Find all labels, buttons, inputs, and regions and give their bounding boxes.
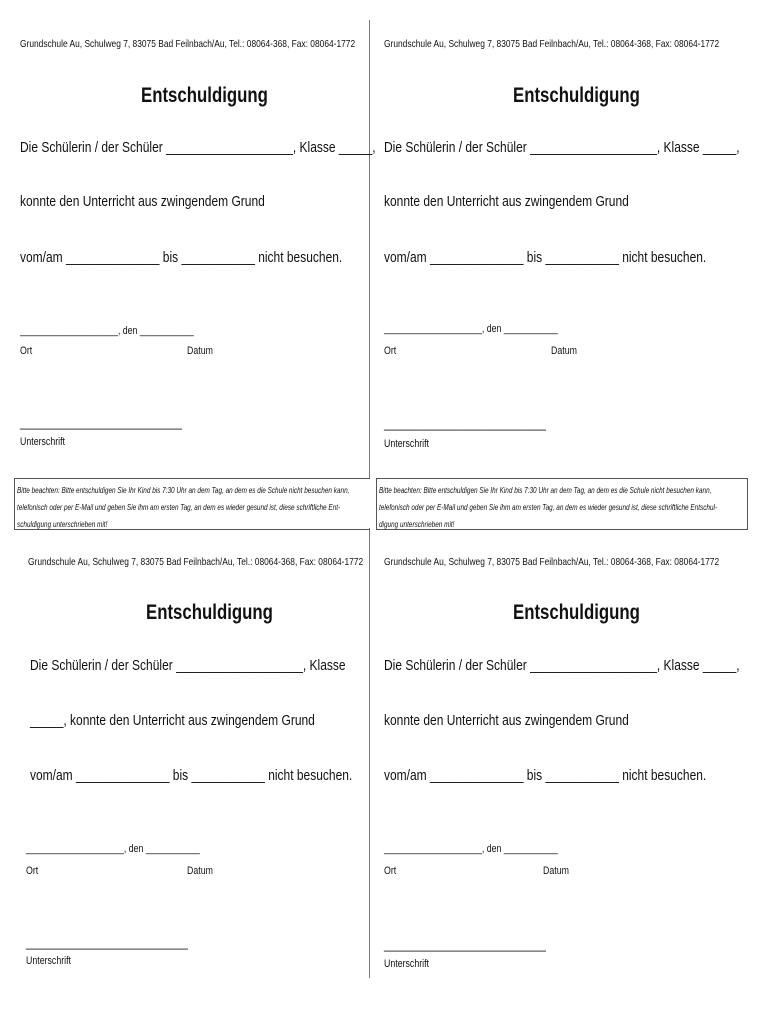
form-title: Entschuldigung (513, 601, 640, 624)
label-ort: Ort (384, 345, 397, 357)
place-date-line[interactable]: ____________________, den ___________ (20, 325, 194, 337)
column-divider-top (369, 20, 370, 478)
reason-line: konnte den Unterricht aus zwingendem Grund (20, 193, 265, 210)
label-ort: Ort (26, 865, 39, 877)
form-title: Entschuldigung (146, 601, 273, 624)
signature-line[interactable]: ____________________________ (26, 935, 188, 950)
place-date-line[interactable]: ____________________, den ___________ (384, 843, 558, 855)
signature-line[interactable]: ____________________________ (384, 416, 546, 431)
dates-line[interactable]: vom/am ______________ bis ___________ nicht besuchen. (20, 249, 343, 266)
school-header: Grundschule Au, Schulweg 7, 83075 Bad Feilnbach/Au, Tel.: 08064-368, Fax: 08064-1772 (28, 556, 364, 568)
school-header: Grundschule Au, Schulweg 7, 83075 Bad Feilnbach/Au, Tel.: 08064-368, Fax: 08064-1772 (384, 38, 720, 50)
form-title: Entschuldigung (141, 84, 268, 107)
school-header: Grundschule Au, Schulweg 7, 83075 Bad Feilnbach/Au, Tel.: 08064-368, Fax: 08064-1772 (384, 556, 720, 568)
reason-line: konnte den Unterricht aus zwingendem Grund (384, 712, 629, 729)
signature-line[interactable]: ____________________________ (384, 937, 546, 952)
label-ort: Ort (20, 345, 33, 357)
label-unterschrift: Unterschrift (384, 438, 429, 450)
signature-line[interactable]: ____________________________ (20, 415, 182, 430)
notice-box-left (14, 478, 370, 530)
place-date-line[interactable]: ____________________, den ___________ (384, 323, 558, 335)
dates-line[interactable]: vom/am ______________ bis ___________ nicht besuchen. (384, 249, 707, 266)
notice-text: Bitte beachten: Bitte entschuldigen Sie Ihr Kind bis 7:30 Uhr an dem Tag, an dem es die Schule nicht besuchen kann, telefonisch oder per E-Mail und geben Sie ihm am ersten Tag, an dem es wieder gesund ist, diese schriftliche Entschul- digung unterschrieben mit! (379, 486, 718, 529)
place-date-line[interactable]: ____________________, den ___________ (26, 843, 200, 855)
student-line[interactable]: Die Schülerin / der Schüler ___________________, Klasse (30, 657, 346, 674)
notice-box-right (376, 478, 748, 530)
reason-line: konnte den Unterricht aus zwingendem Grund (384, 193, 629, 210)
dates-line[interactable]: vom/am ______________ bis ___________ nicht besuchen. (384, 767, 707, 784)
label-datum: Datum (551, 345, 577, 357)
dates-line[interactable]: vom/am ______________ bis ___________ nicht besuchen. (30, 767, 353, 784)
student-line[interactable]: Die Schülerin / der Schüler ___________________, Klasse _____, (384, 139, 740, 156)
student-line[interactable]: Die Schülerin / der Schüler ___________________, Klasse _____, (20, 139, 376, 156)
label-ort: Ort (384, 865, 397, 877)
label-datum: Datum (187, 345, 213, 357)
notice-text: Bitte beachten: Bitte entschuldigen Sie Ihr Kind bis 7:30 Uhr an dem Tag, an dem es die Schule nicht besuchen kann, telefonisch oder per E-Mail und geben Sie ihm am ersten Tag, an dem es wieder gesund ist, diese schriftliche Ent- schuldigung unterschrieben mit! (17, 486, 350, 529)
label-datum: Datum (543, 865, 569, 877)
column-divider-bottom (369, 528, 370, 978)
reason-line[interactable]: _____, konnte den Unterricht aus zwingendem Grund (30, 712, 315, 729)
label-unterschrift: Unterschrift (384, 958, 429, 970)
form-title: Entschuldigung (513, 84, 640, 107)
student-line[interactable]: Die Schülerin / der Schüler ___________________, Klasse _____, (384, 657, 740, 674)
school-header: Grundschule Au, Schulweg 7, 83075 Bad Feilnbach/Au, Tel.: 08064-368, Fax: 08064-1772 (20, 38, 356, 50)
label-unterschrift: Unterschrift (20, 436, 65, 448)
label-datum: Datum (187, 865, 213, 877)
label-unterschrift: Unterschrift (26, 955, 71, 967)
